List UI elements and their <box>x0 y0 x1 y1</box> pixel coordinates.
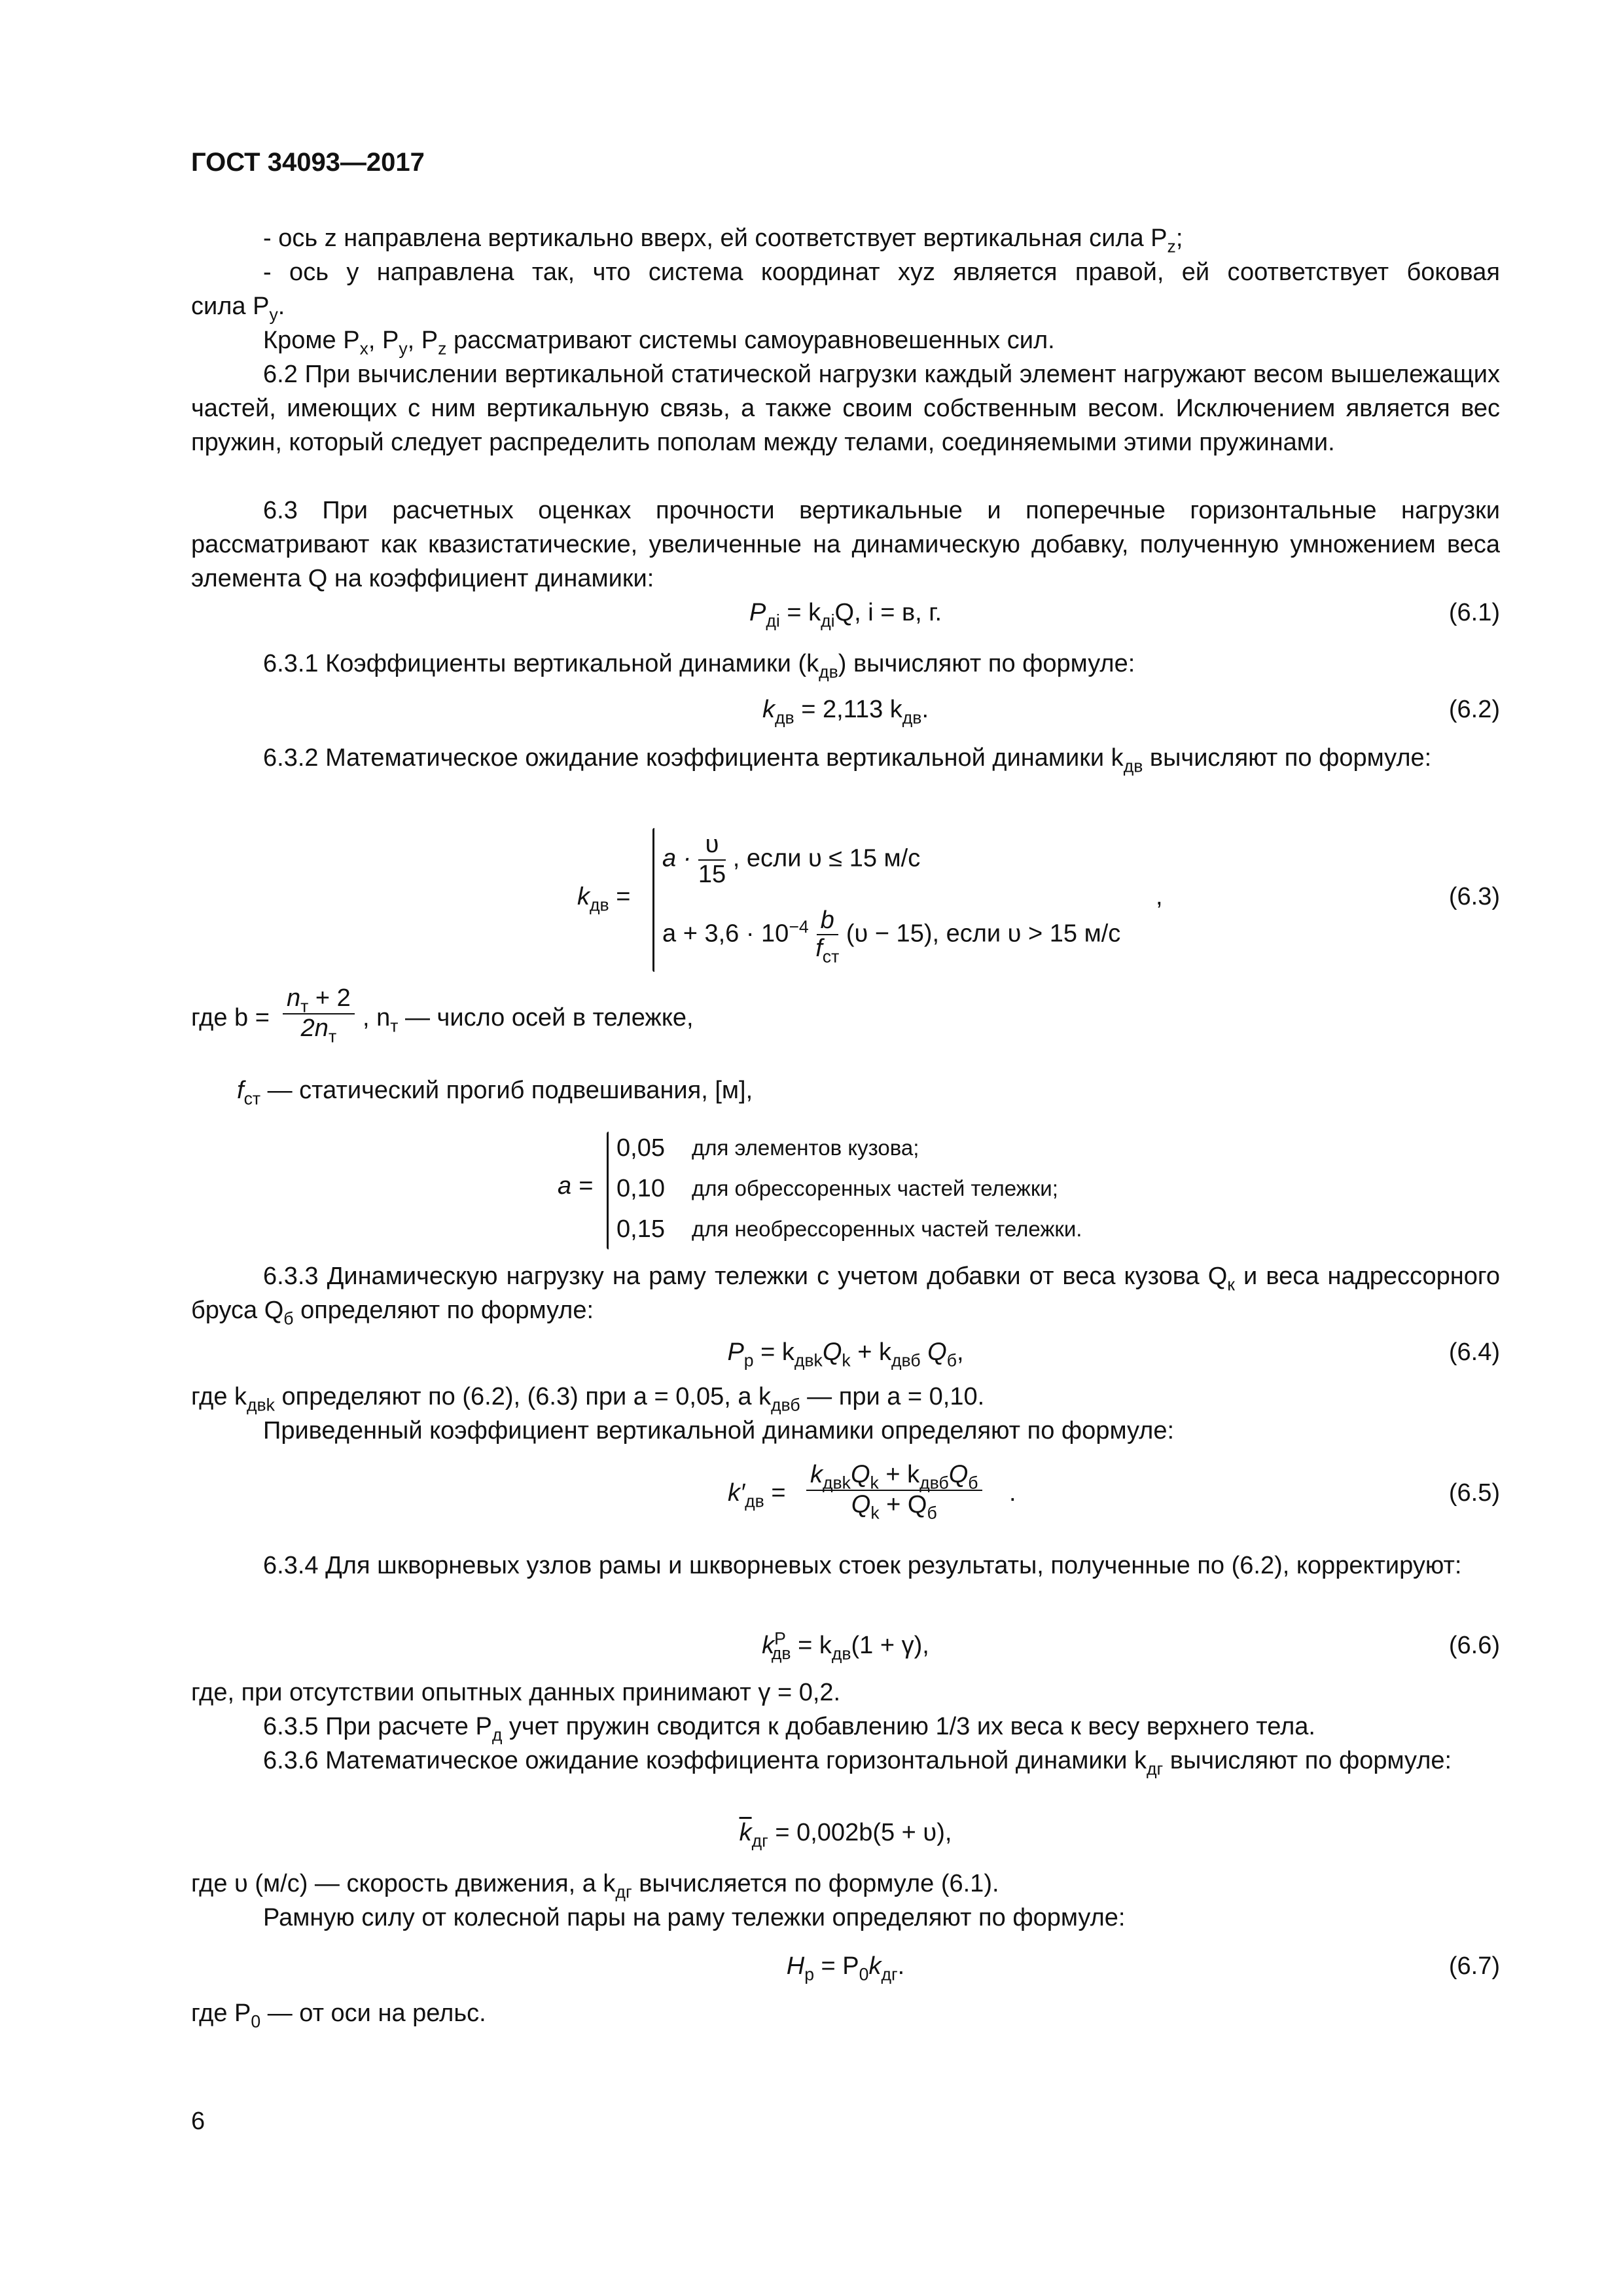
document-header: ГОСТ 34093—2017 <box>191 148 425 177</box>
definition-fst: $f_{ст}$ — статический прогиб подвешивания, [м], <box>237 1077 753 1109</box>
equation-6-4: $P_p = k_{двk}Q_k + k_{двб}$ $Q_б$, (6.4) <box>191 1335 1500 1369</box>
equation-number: (6.4) <box>1448 1338 1500 1366</box>
equation-a-values: a = 0,05 для элементов кузова; 0,10 для обрессоренных частей тележки; 0,15 для необрессоренных частей тележки. <box>191 1129 1500 1253</box>
a-value-row: 0,15 для необрессоренных частей тележки. <box>616 1215 1082 1243</box>
equation-6-2: $k_{дв} = 2,113$ $k_{дв}$. (6.2) <box>191 692 1500 726</box>
paragraph-6-3: 6.3 При расчетных оценках прочности вертикальные и поперечные горизонтальные нагрузки рассматривают как квазистатические, увеличенные на динамическую добавку, полученную умножением веса элемента Q на коэффициент динамики: <box>191 497 1500 592</box>
equation-number: (6.6) <box>1448 1632 1500 1659</box>
closing-notes: где, при отсутствии опытных данных принимают γ = 0,2. 6.3.5 При расчете $P_д$ учет пружин сводится к добавлению 1/3 их веса к весу верхнего тела. 6.3.6 Математическое ожидание коэффициента горизонтальной динамики $k_{дг}$ вычисляют по формуле: <box>191 1679 1452 1779</box>
axis-z-line: - ось z направлена вертикально вверх, ей соответствует вертикальная сила $P_z$; <box>263 224 1183 257</box>
equation-6-7: $H_p = P_0k_{дг}$. (6.7) <box>191 1949 1500 1983</box>
paragraph-6-3-4: 6.3.4 Для шкворневых узлов рамы и шкворневых стоек результаты, полученные по (6.2), корректируют: <box>263 1552 1462 1579</box>
paragraph-6-3-1: 6.3.1 Коэффициенты вертикальной динамики $(k_{дв})$ вычисляют по формуле: <box>263 650 1135 682</box>
equation-kdg: $\overline{k}_{дг} = 0,002b(5 + \upsilon)$, <box>739 1819 952 1851</box>
equation-number: (6.1) <box>1448 599 1500 626</box>
equation-6-6: $k^Р_{дв} = k_{дв}(1 + \gamma)$, (6.6) <box>762 1628 1500 1664</box>
a-value-row: 0,10 для обрессоренных частей тележки; <box>616 1175 1058 1202</box>
page-number: 6 <box>191 2108 205 2135</box>
where-p0-line: где $P_0$ — от оси на рельс. <box>191 2000 486 2032</box>
paragraph-6-3-3: 6.3.3 Динамическую нагрузку на раму тележки с учетом добавки от веса кузова $Q_к$ и веса надрессорного бруса $Q_б$ определяют по формуле: <box>191 1263 1500 1329</box>
paragraph-6-3-2: 6.3.2 Математическое ожидание коэффициента вертикальной динамики $k_{дв}$ вычисляют по формуле: <box>263 744 1432 776</box>
where-v-line: где υ (м/с) — скорость движения, а $k_{дг}$ вычисляется по формуле (6.1). Рамную силу от колесной пары на раму тележки определяют по формуле: <box>191 1870 1126 1931</box>
equation-6-5: $k'_{дв}$ = $k_{двk}Q_k + k_{двб}Q_б$ $Q_k + Q_б$ . (6.5) <box>728 1461 1500 1522</box>
paragraph-6-2: 6.2 При вычислении вертикальной статической нагрузки каждый элемент нагружают весом вышележащих частей, имеющих с ним вертикальную связь, а также своим собственным весом. Исключением является вес пружин, который следует распределить пополам между телами, соединяемыми этими пружинами. <box>191 361 1500 456</box>
definition-b: где b = $n_т + 2$ $2n_т$ , $n_т$ — число осей в тележке, <box>191 984 694 1046</box>
equation-number: (6.5) <box>1448 1479 1500 1507</box>
equation-number: (6.7) <box>1448 1952 1500 1980</box>
where-k-line: где $k_{двk}$ определяют по (6.2), (6.3) при a = 0,05, а $k_{двб}$ — при a = 0,10. Приведенный коэффициент вертикальной динамики определяют по формуле: <box>191 1383 1175 1444</box>
equation-6-3: $k_{дв}$ = a · $\frac{\upsilon}{15}$ , если υ ≤ 15 м/с $a + 3,6 \cdot 10^{-4} \frac{b}{f_{ст}}$ (υ − 15), если υ > 15 м/с , (6.3) <box>191 821 1500 978</box>
axis-y-line: - ось y направлена так, что система координат xyz является правой, ей соответствует боковая сила $P_y$. <box>191 259 1500 325</box>
equation-number: (6.3) <box>1448 883 1500 910</box>
self-balanced-forces-line: Кроме $P_x$, $P_y$, $P_z$ рассматривают системы самоуравновешенных сил. <box>263 327 1055 359</box>
equation-6-1: $P_{дi} = k_{дi}Q$, i = в, г. (6.1) <box>191 596 1500 630</box>
equation-number: (6.2) <box>1448 696 1500 723</box>
a-value-row: 0,05 для элементов кузова; <box>616 1134 919 1162</box>
